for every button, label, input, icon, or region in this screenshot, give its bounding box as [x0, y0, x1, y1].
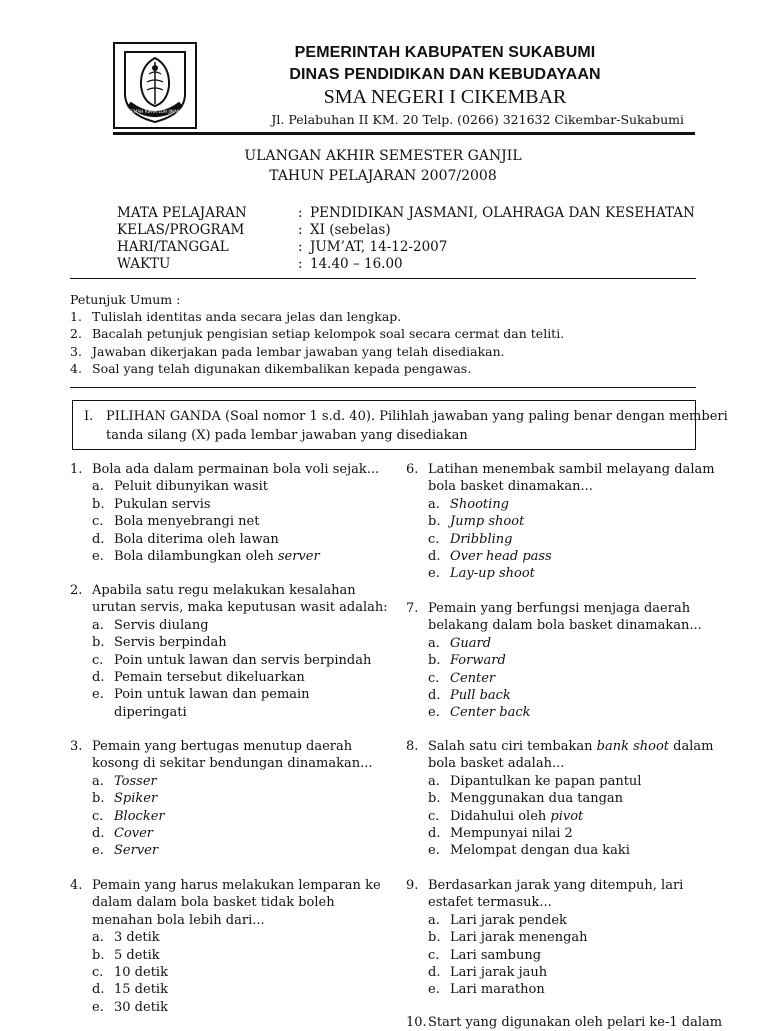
option — [406, 773, 713, 790]
option-letter: b. — [92, 496, 105, 512]
question-text: bank shoot — [596, 739, 670, 754]
option-text: Shooting — [450, 496, 510, 512]
option — [406, 947, 683, 964]
option-text: server — [277, 548, 320, 564]
question-text: dalam dalam bola basket tidak boleh — [92, 895, 335, 911]
option — [70, 981, 381, 998]
question-2 — [70, 582, 388, 721]
question-text: Apabila satu regu melakukan kesalahan — [92, 583, 356, 598]
exam-title: ULANGAN AKHIR SEMESTER GANJIL — [244, 148, 522, 164]
option — [70, 531, 379, 548]
option-text: Server — [114, 843, 159, 859]
option-text: Dipantulkan ke papan pantul — [450, 773, 642, 789]
question-text: menahan bola lebih dari... — [92, 912, 265, 928]
option-letter: c. — [92, 652, 104, 668]
instruction-text: Bacalah petunjuk pengisian setiap kelompok soal secara cermat dan teliti. — [92, 326, 565, 341]
option-letter: c. — [92, 514, 104, 530]
instruction-item — [70, 360, 471, 378]
option — [70, 496, 379, 513]
option-letter: c. — [92, 808, 104, 824]
section-line-2: tanda silang (X) pada lembar jawaban yang disediakan — [106, 428, 468, 443]
option — [70, 478, 379, 495]
dept-header: DINAS PENDIDIKAN DAN KEBUDAYAAN — [289, 66, 601, 83]
option-letter: e. — [92, 999, 104, 1015]
option-text: 15 detik — [114, 982, 168, 998]
info-label: HARI/TANGGAL — [117, 239, 229, 255]
option-text: Poin untuk lawan dan servis berpindah — [114, 652, 372, 668]
question-text: Start yang digunakan oleh pelari ke-1 dalam — [428, 1015, 723, 1030]
question-text: Latihan menembak sambil melayang dalam — [428, 462, 715, 477]
option-letter: a. — [428, 773, 440, 789]
option — [70, 808, 372, 825]
option-letter: d. — [428, 548, 441, 564]
question-text: Bola ada dalam permainan bola voli sejak... — [92, 462, 380, 477]
option — [70, 999, 381, 1016]
option-text: Poin untuk lawan dan pemain — [114, 687, 310, 703]
instruction-item — [70, 343, 505, 361]
option — [406, 842, 713, 859]
question-text: dalam — [669, 739, 714, 754]
option — [70, 548, 379, 565]
option-text: 10 detik — [114, 964, 168, 980]
option-text: Spiker — [114, 791, 158, 807]
option — [70, 669, 388, 686]
instruction-item — [70, 325, 564, 343]
option — [406, 929, 683, 946]
question-text: estafet termasuk... — [428, 895, 552, 911]
info-value: 14.40 – 16.00 — [310, 256, 403, 272]
option-letter: d. — [92, 982, 105, 998]
option-letter: b. — [92, 791, 105, 807]
question-text: Pemain yang berfungsi menjaga daerah — [428, 601, 691, 616]
option — [70, 773, 372, 790]
option — [70, 704, 388, 721]
question-text: Berdasarkan jarak yang ditempuh, lari — [428, 878, 684, 893]
option-letter: e. — [428, 566, 440, 582]
option — [406, 964, 683, 981]
option — [406, 670, 702, 687]
option-text: Mempunyai nilai 2 — [450, 825, 573, 841]
option-text: Tosser — [114, 773, 157, 789]
info-value: PENDIDIKAN JASMANI, OLAHRAGA DAN KESEHATAN — [310, 205, 695, 221]
instructions-divider — [70, 387, 696, 388]
question-3 — [70, 738, 372, 860]
question-8 — [406, 738, 713, 860]
option-text: Pukulan servis — [114, 496, 211, 512]
option-text: Dribbling — [450, 531, 513, 547]
option-text: Servis berpindah — [114, 635, 227, 651]
question-10 — [406, 1014, 722, 1031]
option — [70, 652, 388, 669]
option — [406, 635, 702, 652]
option-text: Lay-up shoot — [450, 566, 535, 582]
option-text: 3 detik — [114, 930, 160, 946]
info-divider — [70, 278, 696, 279]
option-text: pivot — [550, 808, 584, 824]
option — [70, 634, 388, 651]
option-letter: c. — [428, 531, 440, 547]
option — [70, 617, 388, 634]
option-letter: b. — [92, 635, 105, 651]
section-line-1 — [84, 408, 728, 426]
option-text: Pemain tersebut dikeluarkan — [114, 669, 305, 685]
question-text: bola basket adalah... — [428, 756, 565, 772]
instruction-num: 4. — [70, 361, 82, 376]
option-text: Bola menyebrangi net — [114, 514, 260, 530]
option — [70, 947, 381, 964]
option — [406, 790, 713, 807]
option-text: Lari jarak pendek — [450, 912, 567, 928]
option-letter: e. — [428, 982, 440, 998]
question-num: 7. — [406, 601, 419, 616]
option-text: Lari jarak menengah — [450, 930, 588, 946]
question-text: bola basket dinamakan... — [428, 479, 593, 495]
option-text: diperingati — [114, 704, 187, 720]
option — [70, 686, 388, 703]
question-num: 1. — [70, 462, 83, 477]
option-letter: e. — [428, 705, 440, 721]
school-address: Jl. Pelabuhan II KM. 20 Telp. (0266) 321632 Cikembar-Sukabumi — [271, 112, 684, 127]
option-letter: b. — [428, 514, 441, 530]
option-letter: e. — [92, 687, 104, 703]
option — [406, 704, 702, 721]
option — [406, 548, 715, 565]
option-letter: d. — [92, 669, 105, 685]
option-text: Blocker — [114, 808, 165, 824]
option-letter: b. — [428, 653, 441, 669]
option-text: 30 detik — [114, 999, 168, 1015]
option-letter: e. — [92, 548, 104, 564]
question-9 — [406, 877, 683, 999]
exam-year: TAHUN PELAJARAN 2007/2008 — [269, 168, 497, 184]
option — [406, 808, 713, 825]
option-text: Forward — [450, 653, 506, 669]
option-letter: b. — [428, 791, 441, 807]
option-text: Peluit dibunyikan wasit — [114, 479, 269, 495]
info-colon: : — [298, 239, 303, 255]
option-text: 5 detik — [114, 947, 160, 963]
option-text: Center — [450, 670, 496, 686]
option-letter: e. — [428, 843, 440, 859]
info-label: KELAS/PROGRAM — [117, 222, 245, 238]
section-num: I. — [84, 409, 94, 424]
option-text: Didahului oleh — [450, 808, 551, 824]
option-text: Servis diulang — [114, 617, 209, 633]
option-letter: c. — [428, 808, 440, 824]
instructions-title: Petunjuk Umum : — [70, 292, 181, 307]
option — [70, 513, 379, 530]
school-logo — [113, 42, 197, 129]
option-text: Melompat dengan dua kaki — [450, 843, 630, 859]
question-7 — [406, 600, 702, 722]
option — [70, 825, 372, 842]
option — [70, 929, 381, 946]
question-6 — [406, 461, 715, 583]
option-letter: d. — [428, 964, 441, 980]
option — [406, 825, 713, 842]
instruction-item — [70, 308, 401, 326]
question-num: 8. — [406, 739, 419, 754]
question-text: Salah satu ciri tembakan — [428, 739, 597, 754]
question-num: 2. — [70, 583, 83, 598]
question-num: 6. — [406, 462, 419, 477]
sukabumi-seal-icon — [115, 44, 195, 127]
option-text: Menggunakan dua tangan — [450, 791, 624, 807]
option-text: Cover — [114, 825, 154, 841]
instruction-num: 1. — [70, 309, 82, 324]
option — [406, 912, 683, 929]
option-letter: a. — [92, 617, 104, 633]
option-letter: a. — [428, 496, 440, 512]
option-letter: d. — [92, 825, 105, 841]
option-text: Pull back — [450, 687, 511, 703]
question-text: urutan servis, maka keputusan wasit adalah: — [92, 600, 388, 616]
option-text: Center back — [450, 705, 531, 721]
option-text: Bola diterima oleh lawan — [114, 531, 279, 547]
option — [406, 513, 715, 530]
option-letter: e. — [92, 843, 104, 859]
option — [406, 531, 715, 548]
govt-header: PEMERINTAH KABUPATEN SUKABUMI — [294, 44, 596, 61]
option — [70, 790, 372, 807]
question-4 — [70, 877, 381, 1016]
question-num: 10. — [406, 1015, 427, 1030]
instruction-text: Tulislah identitas anda secara jelas dan lengkap. — [92, 309, 402, 324]
info-colon: : — [298, 205, 303, 221]
option-letter: a. — [428, 635, 440, 651]
option-letter: c. — [92, 964, 104, 980]
option-letter: d. — [428, 687, 441, 703]
option-text: Lari marathon — [450, 982, 545, 998]
option-text: Bola dilambungkan oleh — [114, 548, 278, 564]
question-1 — [70, 461, 379, 565]
option — [406, 565, 715, 582]
option-letter: b. — [92, 947, 105, 963]
question-text: Pemain yang harus melakukan lemparan ke — [92, 878, 381, 893]
option — [406, 496, 715, 513]
option-text: Lari jarak jauh — [450, 964, 548, 980]
option-letter: a. — [92, 930, 104, 946]
option-letter: c. — [428, 947, 440, 963]
option-text: Lari sambung — [450, 947, 542, 963]
option-text: Guard — [450, 635, 492, 651]
question-num: 4. — [70, 878, 83, 893]
option — [406, 652, 702, 669]
instruction-text: Jawaban dikerjakan pada lembar jawaban yang telah disediakan. — [92, 344, 505, 359]
option — [406, 981, 683, 998]
info-value: XI (sebelas) — [310, 222, 391, 238]
question-text: belakang dalam bola basket dinamakan... — [428, 618, 702, 634]
info-label: MATA PELAJARAN — [117, 205, 247, 221]
question-text: Pemain yang bertugas menutup daerah — [92, 739, 353, 754]
instruction-num: 3. — [70, 344, 82, 359]
instruction-num: 2. — [70, 326, 82, 341]
svg-text:GEMAH RIPAH LOH JINAWI: GEMAH RIPAH LOH JINAWI — [127, 109, 183, 114]
question-text: kosong di sekitar bendungan dinamakan... — [92, 756, 373, 772]
option — [70, 964, 381, 981]
option-text: Jump shoot — [450, 514, 525, 530]
school-name: SMA NEGERI I CIKEMBAR — [323, 86, 567, 108]
section-text: PILIHAN GANDA (Soal nomor 1 s.d. 40). Pilihlah jawaban yang paling benar dengan memberi — [106, 409, 728, 424]
option-letter: b. — [428, 930, 441, 946]
option-letter: c. — [428, 670, 440, 686]
info-colon: : — [298, 256, 303, 272]
option — [406, 687, 702, 704]
question-num: 9. — [406, 878, 419, 893]
instruction-text: Soal yang telah digunakan dikembalikan kepada pengawas. — [92, 361, 472, 376]
info-colon: : — [298, 222, 303, 238]
option-text: Over head pass — [450, 548, 552, 564]
header-divider — [113, 132, 695, 135]
option — [70, 842, 372, 859]
info-value: JUM’AT, 14-12-2007 — [310, 239, 448, 255]
option-letter: d. — [92, 531, 105, 547]
option-letter: a. — [92, 479, 104, 495]
option-letter: a. — [428, 912, 440, 928]
option-letter: a. — [92, 773, 104, 789]
option-letter: d. — [428, 825, 441, 841]
question-num: 3. — [70, 739, 83, 754]
info-label: WAKTU — [117, 256, 171, 272]
